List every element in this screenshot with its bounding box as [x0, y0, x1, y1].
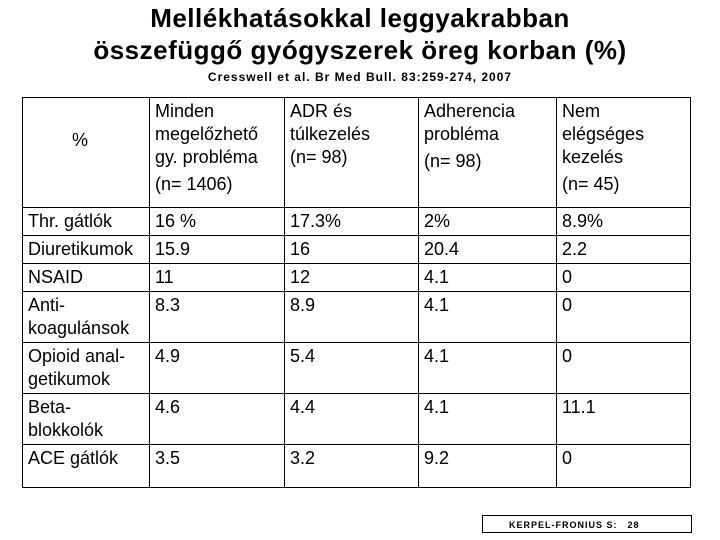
value-cell: 20.4 [419, 236, 557, 264]
drug-name: Diuretikumok [28, 239, 134, 259]
drug-name: NSAID [28, 267, 84, 287]
header-line: kezelés [562, 147, 624, 167]
drug-name: Anti- [28, 295, 66, 315]
drug-name: koagulánsok [28, 318, 130, 338]
value-cell: 0 [557, 292, 691, 343]
value-cell: 16 % [150, 208, 285, 236]
header-line: (n= 1406) [155, 174, 233, 194]
value-cell: 4.4 [285, 394, 419, 445]
table-row [23, 208, 691, 236]
drug-name: ACE gátlók [28, 448, 119, 468]
value-cell: 4.9 [150, 343, 285, 394]
header-line: probléma [424, 124, 500, 144]
value-cell: 4.1 [419, 264, 557, 292]
header-line: megelőzhető [155, 124, 259, 144]
footer-box [482, 515, 692, 533]
drug-name: blokkolók [28, 420, 104, 440]
value-cell: 4.6 [150, 394, 285, 445]
header-line: Minden [155, 101, 215, 121]
citation-subtitle: Cresswell et al. Br Med Bull. 83:259-274, 2007 [207, 70, 513, 84]
table-row [23, 236, 691, 264]
header-line: Adherencia [424, 101, 516, 121]
header-cell-adr-overtreatment [285, 98, 419, 208]
drug-name-cell [23, 445, 150, 488]
header-line: (n= 98) [290, 147, 348, 167]
table-row [23, 445, 691, 488]
value-cell: 8.3 [150, 292, 285, 343]
footer-author: KERPEL-FRONIUS S: [509, 520, 618, 530]
value-cell: 11 [150, 264, 285, 292]
value-cell: 5.4 [285, 343, 419, 394]
value-cell: 3.2 [285, 445, 419, 488]
table-header-row [23, 98, 691, 208]
drug-name: getikumok [28, 369, 111, 389]
value-cell: 8.9% [557, 208, 691, 236]
value-cell: 0 [557, 445, 691, 488]
page-number: 28 [627, 520, 640, 530]
drug-name: Opioid anal- [28, 346, 126, 366]
drug-name-cell [23, 394, 150, 445]
header-line: (n= 45) [562, 174, 620, 194]
drug-name-cell [23, 236, 150, 264]
header-line: (n= 98) [424, 151, 482, 171]
header-cell-adherence [419, 98, 557, 208]
value-cell: 11.1 [557, 394, 691, 445]
table-row [23, 343, 691, 394]
table-row [23, 292, 691, 343]
table-row [23, 264, 691, 292]
value-cell: 0 [557, 343, 691, 394]
value-cell: 3.5 [150, 445, 285, 488]
value-cell: 17.3% [285, 208, 419, 236]
header-line: Nem [562, 101, 601, 121]
value-cell: 15.9 [150, 236, 285, 264]
drug-name: Thr. gátlók [28, 211, 113, 231]
drug-name-cell [23, 208, 150, 236]
header-cell-insufficient-treatment [557, 98, 691, 208]
value-cell: 2% [419, 208, 557, 236]
value-cell: 4.1 [419, 292, 557, 343]
corner-cell [23, 98, 150, 208]
value-cell: 12 [285, 264, 419, 292]
drug-name-cell [23, 292, 150, 343]
page-title-line-2: összefüggő gyógyszerek öreg korban (%) [93, 35, 627, 65]
value-cell: 4.1 [419, 343, 557, 394]
drug-name-cell [23, 343, 150, 394]
page-title-line-1: Mellékhatásokkal leggyakrabban [150, 3, 570, 33]
drug-name-cell [23, 264, 150, 292]
value-cell: 2.2 [557, 236, 691, 264]
value-cell: 8.9 [285, 292, 419, 343]
header-line: gy. probléma [155, 147, 258, 167]
header-line: ADR és [290, 101, 353, 121]
value-cell: 9.2 [419, 445, 557, 488]
drug-name: Beta- [28, 397, 72, 417]
header-cell-all-preventable [150, 98, 285, 208]
header-line: elégséges [562, 124, 645, 144]
adverse-drug-table [22, 97, 691, 488]
value-cell: 0 [557, 264, 691, 292]
header-line: túlkezelés [290, 124, 371, 144]
value-cell: 16 [285, 236, 419, 264]
value-cell: 4.1 [419, 394, 557, 445]
table-row [23, 394, 691, 445]
percent-label: % [71, 130, 88, 150]
